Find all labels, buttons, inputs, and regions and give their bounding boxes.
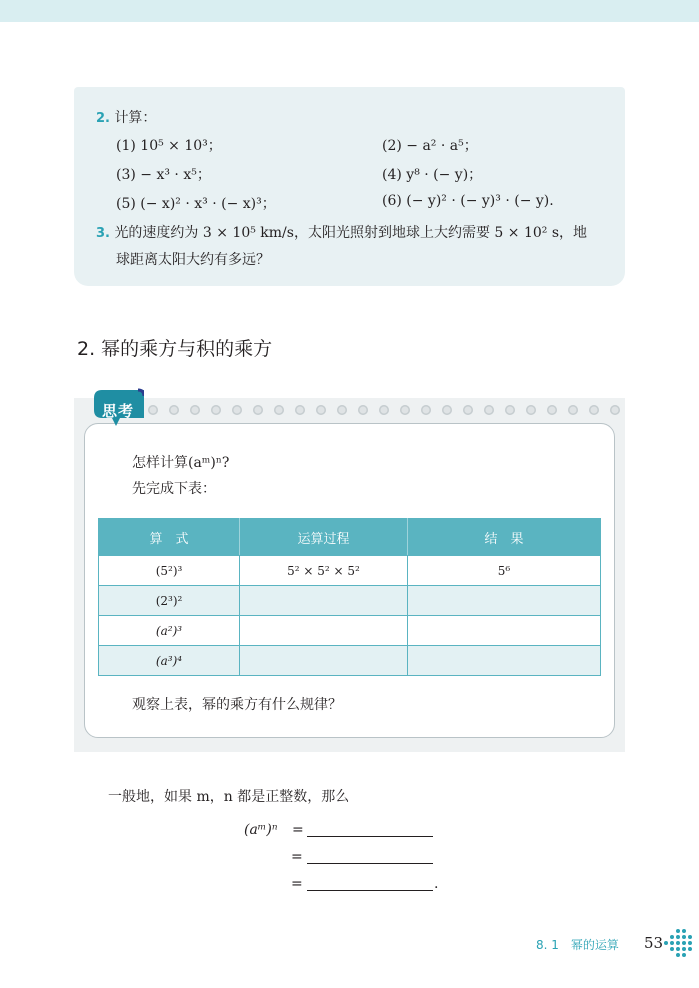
equals-sign: = <box>291 822 304 838</box>
think-question: 怎样计算(aᵐ)ⁿ? <box>132 455 230 471</box>
section-title: 2. 幂的乘方与积的乘方 <box>77 338 273 360</box>
table-header-expression: 算 式 <box>99 519 240 556</box>
exercise-3-text-1: 光的速度约为 3 × 10⁵ km/s，太阳光照射到地球上大约需要 5 × 10² s，地 <box>114 225 588 241</box>
table-cell: 5⁶ <box>408 556 601 586</box>
table-cell: (a²)³ <box>99 616 240 646</box>
page-number: 53 <box>644 934 664 952</box>
table-cell[interactable] <box>240 586 408 616</box>
table-header-row <box>99 519 601 556</box>
top-band <box>0 0 699 22</box>
table-header-result: 结 果 <box>408 519 601 556</box>
exercise-3-line-1 <box>96 222 587 242</box>
exercise-2-number: 2. <box>96 111 110 126</box>
exercise-2-item-6: (6) (− y)² · (− y)³ · (− y). <box>382 193 554 209</box>
exercise-3-number: 3. <box>96 226 110 241</box>
answer-blank-2[interactable] <box>307 849 433 864</box>
exercise-2-item-1: (1) 10⁵ × 10³； <box>116 138 222 154</box>
table-cell[interactable] <box>240 646 408 676</box>
exercise-3-line-2: 球距离太阳大约有多远？ <box>116 252 270 268</box>
exercise-2-heading <box>96 107 156 127</box>
table-cell: 5² × 5² × 5² <box>240 556 408 586</box>
general-intro: 一般地，如果 m，n 都是正整数，那么 <box>108 789 350 805</box>
table-row <box>99 616 601 646</box>
exercise-2-item-5: (5) (− x)² · x³ · (− x)³； <box>116 196 276 212</box>
exercise-2-item-2: (2) − a² · a⁵； <box>382 138 478 154</box>
equation-lhs: (aᵐ)ⁿ <box>244 822 278 838</box>
table-cell[interactable] <box>240 616 408 646</box>
think-observe: 观察上表，幂的乘方有什么规律？ <box>132 697 342 713</box>
table-cell: (5²)³ <box>99 556 240 586</box>
power-table <box>98 518 601 676</box>
exercise-box <box>74 87 625 286</box>
table-row <box>99 586 601 616</box>
table-row <box>99 556 601 586</box>
table-cell[interactable] <box>408 616 601 646</box>
answer-blank-3[interactable] <box>307 876 433 891</box>
exercise-2-prompt: 计算： <box>114 110 157 126</box>
footer-dots-ornament <box>664 929 696 957</box>
exercise-2-item-3: (3) − x³ · x⁵； <box>116 167 211 183</box>
table-cell: (a³)⁴ <box>99 646 240 676</box>
equation-end-period: . <box>434 876 439 892</box>
footer-section-label: 8. 1 幂的运算 <box>536 938 619 952</box>
table-cell[interactable] <box>408 586 601 616</box>
table-cell: (2³)² <box>99 586 240 616</box>
equation-line-1 <box>244 822 304 838</box>
think-badge-label: 思考 <box>101 402 134 420</box>
table-row <box>99 646 601 676</box>
equals-sign-2: = <box>291 849 303 865</box>
exercise-2-item-4: (4) y⁸ · (− y)； <box>382 167 483 183</box>
table-header-process: 运算过程 <box>240 519 408 556</box>
table-cell[interactable] <box>408 646 601 676</box>
answer-blank-1[interactable] <box>307 822 433 837</box>
think-instruction: 先完成下表： <box>132 481 216 497</box>
equals-sign-3: = <box>291 876 303 892</box>
